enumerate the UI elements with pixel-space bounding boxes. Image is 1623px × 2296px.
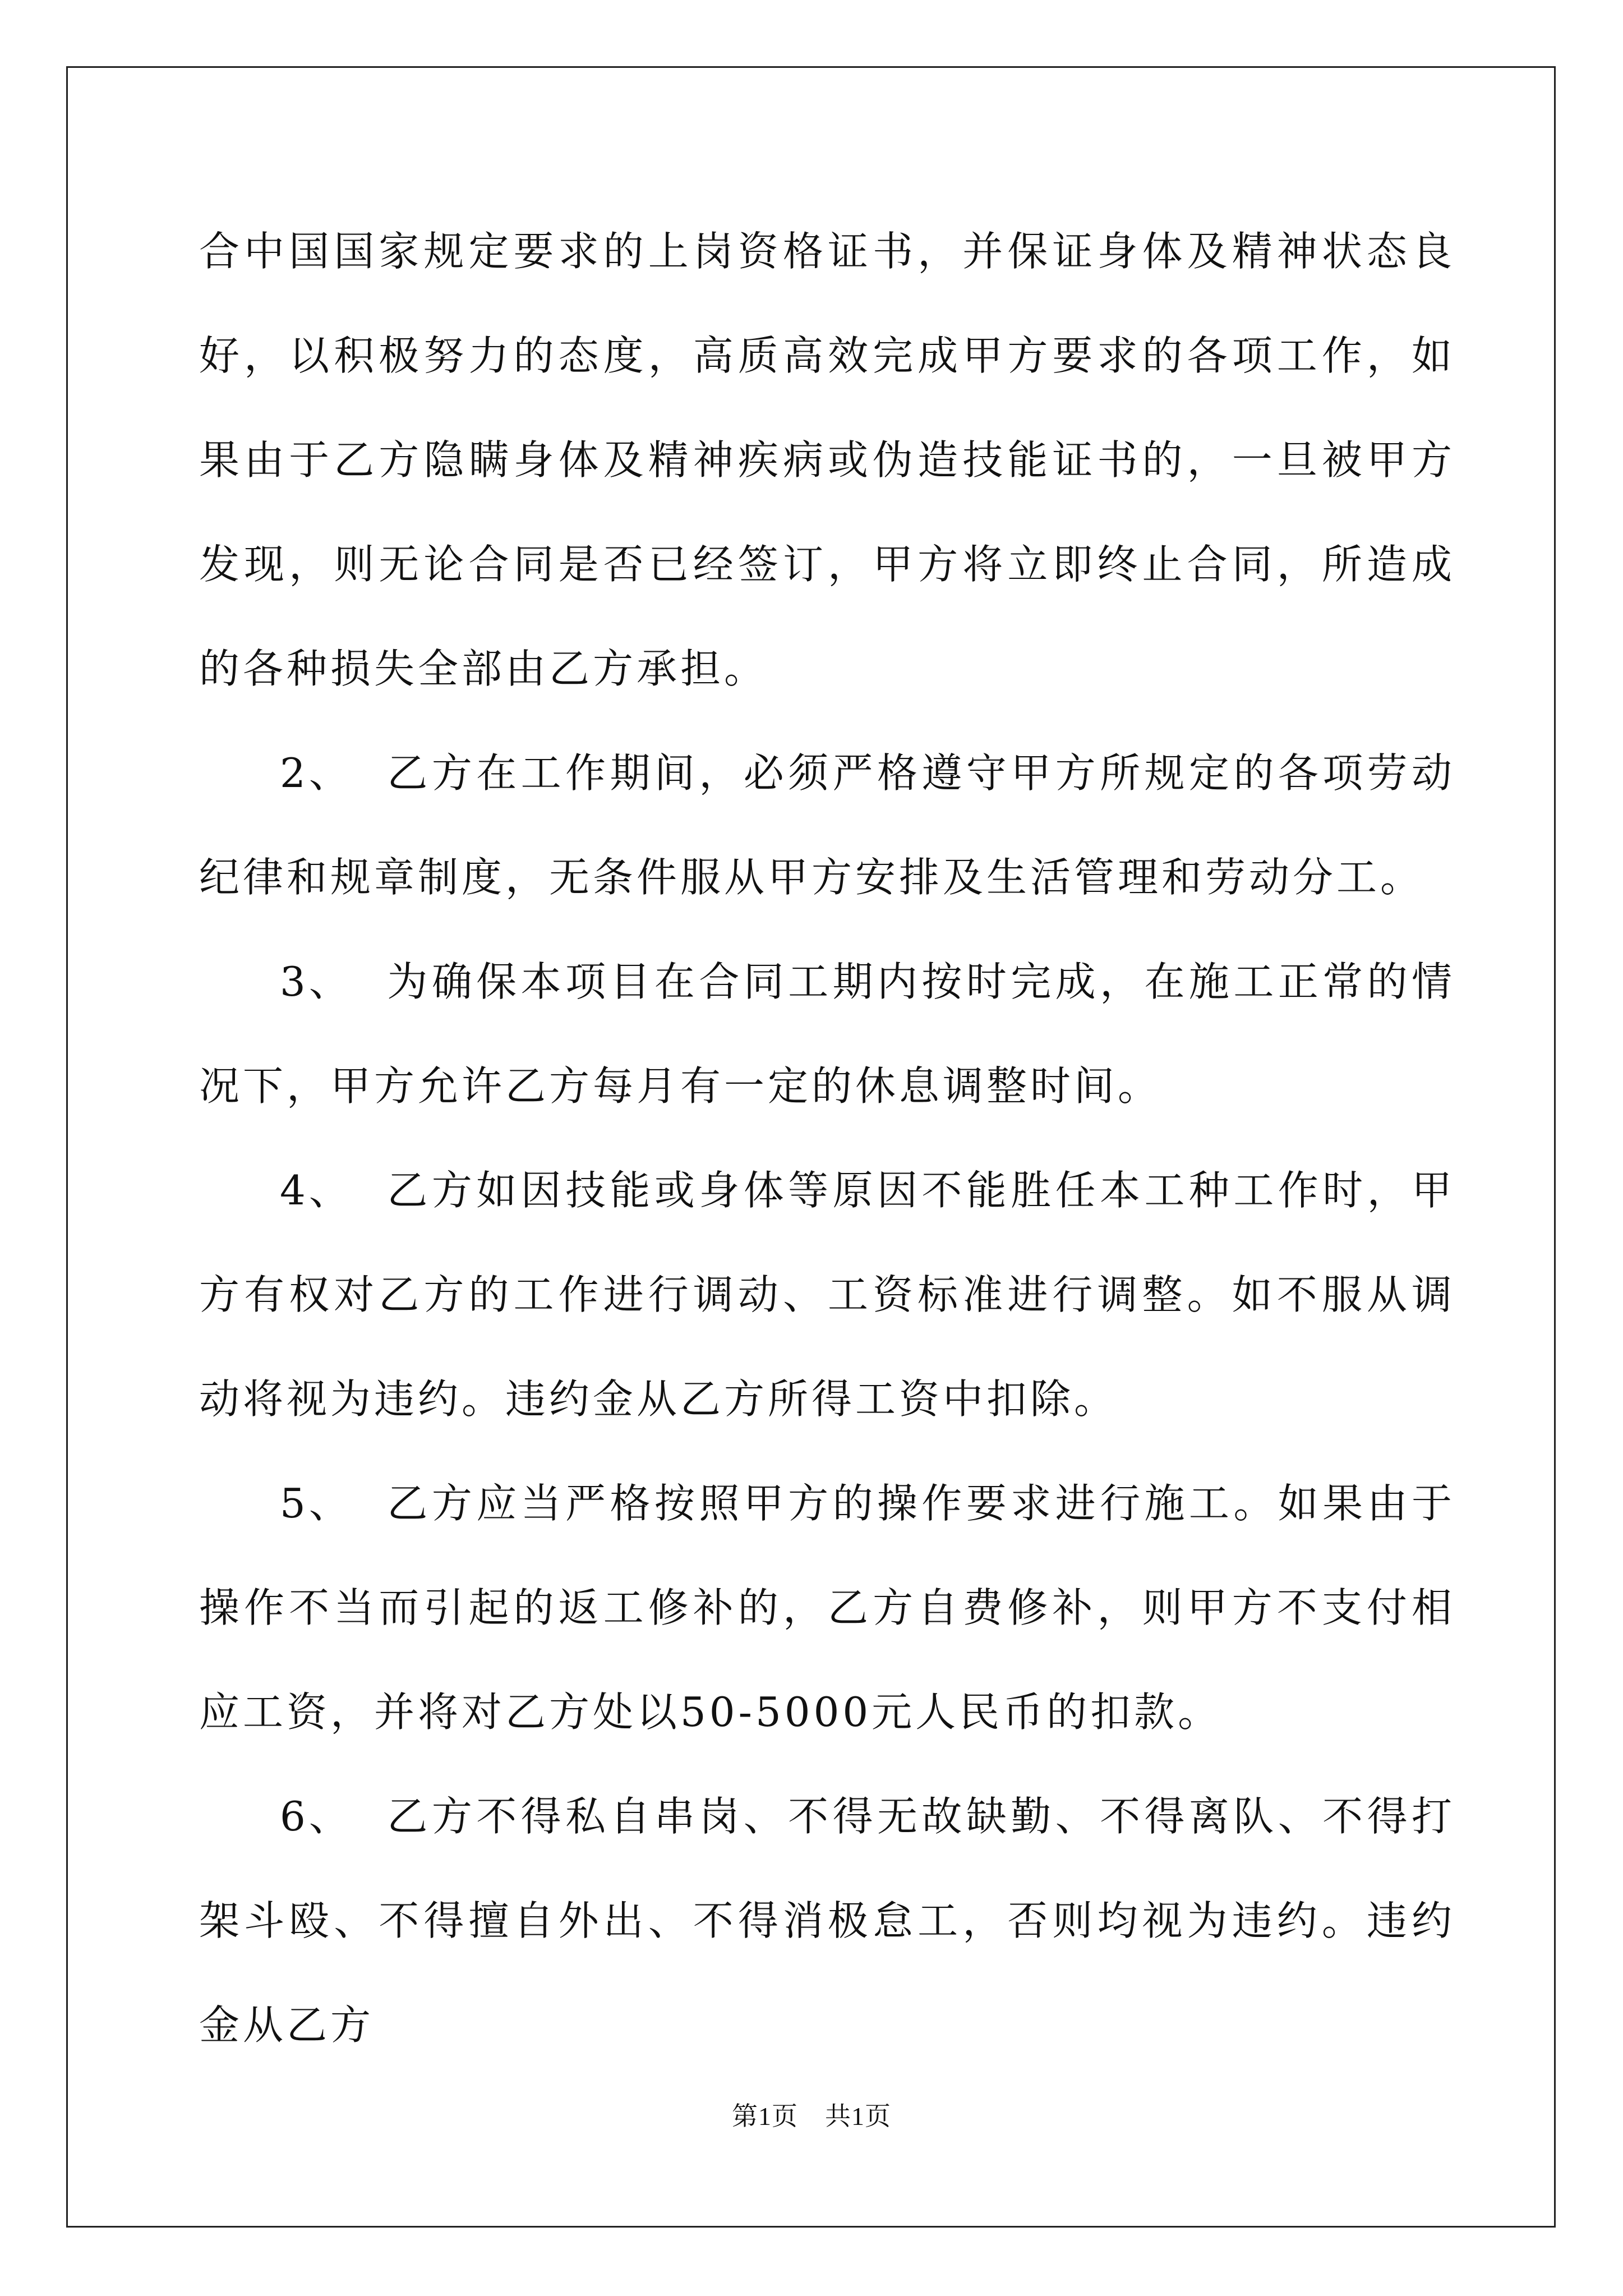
page-number: 第1页 xyxy=(732,2102,798,2131)
clause-3 xyxy=(199,930,1455,1138)
clause-text: 为确保本项目在合同工期内按时完成，在施工正常的情况下，甲方允许乙方每月有一定的休息调整时间。 xyxy=(199,958,1455,1110)
clause-2 xyxy=(199,721,1455,930)
clause-5 xyxy=(199,1451,1455,1764)
paragraph-continuation xyxy=(199,199,1455,721)
clause-text: 乙方应当严格按照甲方的操作要求进行施工。如果由于操作不当而引起的返工修补的，乙方自费修补，则甲方不支付相应工资，并将对乙方处以50-5000元人民币的扣款。 xyxy=(199,1480,1455,1736)
contract-body xyxy=(199,199,1455,2077)
page-total: 共1页 xyxy=(825,2102,891,2131)
clause-number: 6、 xyxy=(280,1793,353,1840)
clause-4 xyxy=(199,1138,1455,1451)
paragraph-text: 合中国国家规定要求的上岗资格证书，并保证身体及精神状态良好，以积极努力的态度，高质高效完成甲方要求的各项工作，如果由于乙方隐瞒身体及精神疾病或伪造技能证书的，一旦被甲方发现，则无论合同是否已经签订，甲方将立即终止合同，所造成的各种损失全部由乙方承担。 xyxy=(199,228,1455,692)
clause-text: 乙方如因技能或身体等原因不能胜任本工种工作时，甲方有权对乙方的工作进行调动、工资标准进行调整。如不服从调动将视为违约。违约金从乙方所得工资中扣除。 xyxy=(199,1167,1455,1423)
clause-text: 乙方不得私自串岗、不得无故缺勤、不得离队、不得打架斗殴、不得擅自外出、不得消极怠工，否则均视为违约。违约金从乙方 xyxy=(199,1793,1455,2049)
clause-6 xyxy=(199,1764,1455,2077)
clause-number: 3、 xyxy=(280,958,353,1005)
clause-number: 5、 xyxy=(280,1480,353,1527)
clause-number: 2、 xyxy=(280,749,353,797)
clause-number: 4、 xyxy=(280,1167,353,1214)
clause-text: 乙方在工作期间，必须严格遵守甲方所规定的各项劳动纪律和规章制度，无条件服从甲方安排及生活管理和劳动分工。 xyxy=(199,749,1455,901)
page-footer xyxy=(0,2096,1623,2133)
